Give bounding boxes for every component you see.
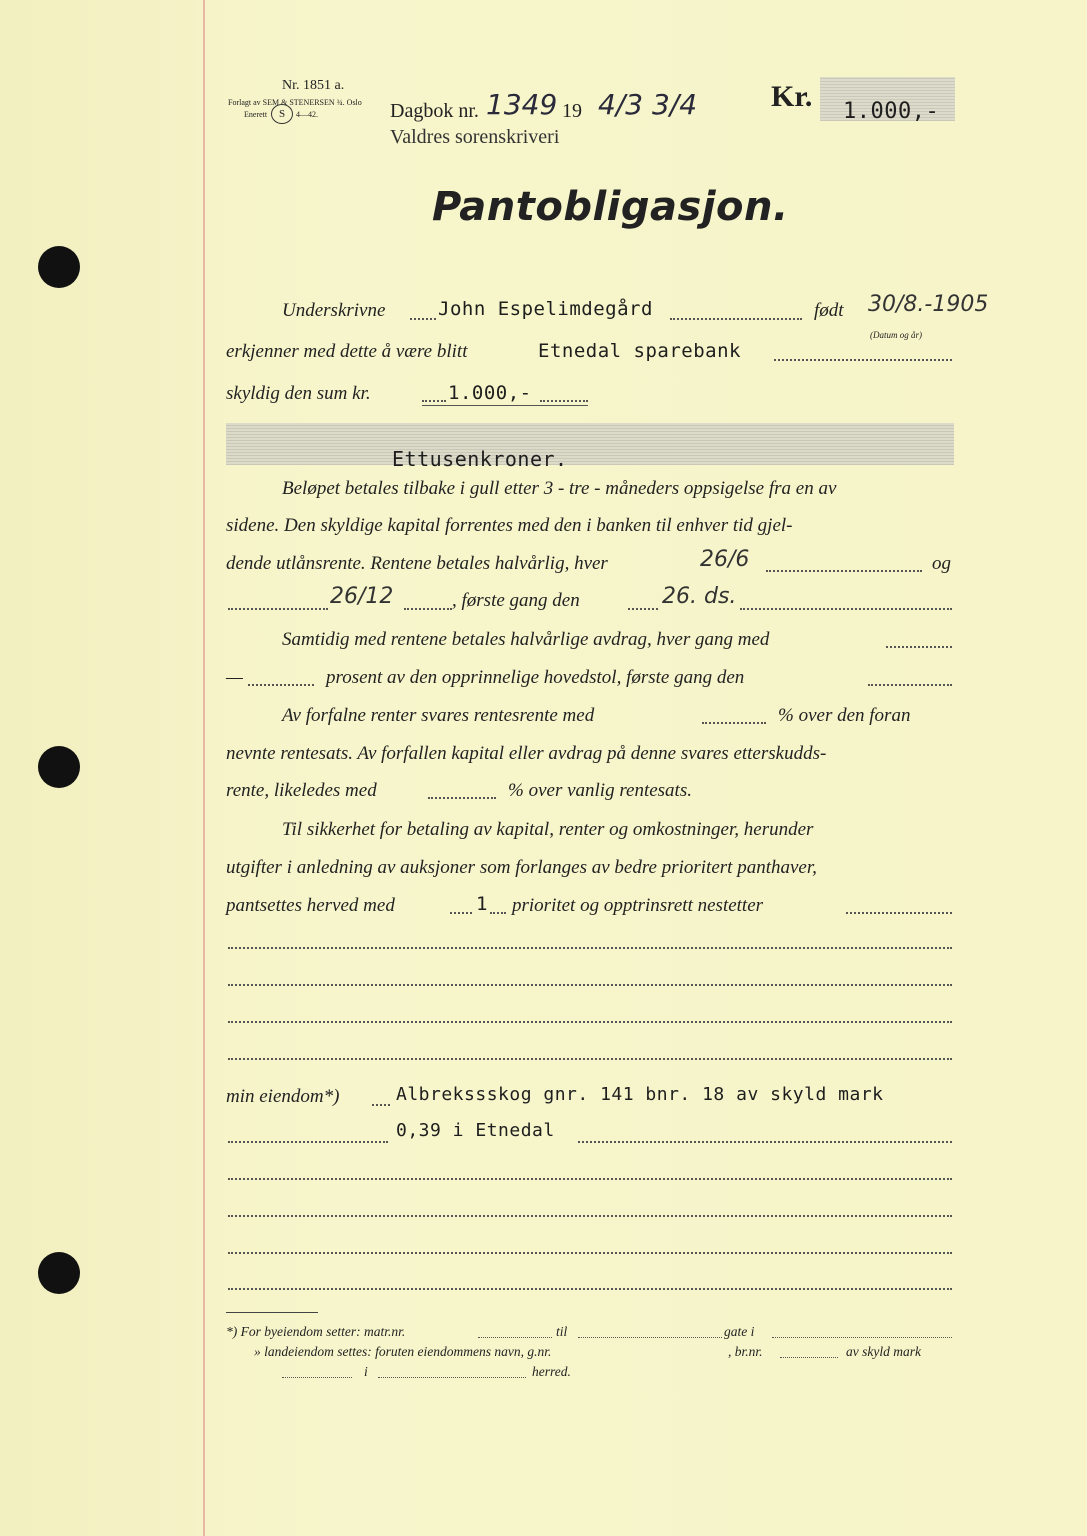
p2-line1: Samtidig med rentene betales halvårlige avdrag, hver gang med bbox=[282, 629, 770, 650]
punch-hole bbox=[38, 1252, 80, 1294]
underskrivne-value: John Espelimdegård bbox=[438, 298, 653, 320]
p3-line3a: rente, likeledes med bbox=[226, 780, 377, 801]
blank-line bbox=[228, 984, 952, 986]
skyldig-value: 1.000,- bbox=[448, 382, 532, 404]
kr-label: Kr. bbox=[771, 80, 813, 113]
fill-dots bbox=[670, 318, 802, 320]
priority-value: 1 bbox=[476, 893, 488, 915]
skyldig-label: skyldig den sum kr. bbox=[226, 383, 371, 404]
fill-dots bbox=[450, 912, 472, 914]
date-2: 26/12 bbox=[330, 584, 394, 609]
blank-line bbox=[228, 947, 952, 949]
kr-amount: 1.000,- bbox=[843, 99, 940, 124]
publisher-code: 4—42. bbox=[296, 110, 318, 119]
fill-dots bbox=[404, 608, 452, 610]
date-1: 26/6 bbox=[700, 547, 750, 572]
footnote-line3a: i bbox=[364, 1364, 368, 1379]
fill-dots bbox=[428, 797, 496, 799]
p3-line1a: Av forfalne renter svares rentesrente med bbox=[282, 705, 595, 726]
fill-dots bbox=[886, 646, 952, 648]
fill-dots bbox=[774, 359, 952, 361]
fill-dots bbox=[410, 318, 436, 320]
fill-dots bbox=[578, 1141, 952, 1143]
publisher-stamp-icon: S bbox=[271, 104, 293, 124]
p1-line4a: , første gang den bbox=[452, 590, 580, 611]
fill-dots bbox=[766, 570, 922, 572]
p4-line1: Til sikkerhet for betaling av kapital, renter og omkostninger, herunder bbox=[282, 819, 814, 840]
footnote-line2c: av skyld mark bbox=[846, 1344, 921, 1359]
fill-dots bbox=[702, 722, 766, 724]
document-title: Pantobligasjon. bbox=[432, 184, 789, 230]
fill-dots bbox=[846, 912, 952, 914]
publisher-enerett: Enerett bbox=[244, 110, 268, 119]
fill-dots bbox=[248, 684, 314, 686]
fill-dots bbox=[490, 912, 506, 914]
p2-line2: prosent av den opprinnelige hovedstol, første gang den bbox=[326, 667, 745, 688]
blank-line bbox=[228, 1288, 952, 1290]
footnote-line2b: , br.nr. bbox=[728, 1344, 763, 1359]
date-3: 26. ds. bbox=[662, 584, 737, 609]
p1-line3b: og bbox=[932, 553, 951, 574]
dagbok-label: Dagbok nr. bbox=[390, 100, 479, 122]
fill-dots bbox=[228, 1141, 388, 1143]
margin-line bbox=[203, 0, 205, 1536]
blank-line bbox=[228, 1021, 952, 1023]
fill-dots bbox=[228, 608, 328, 610]
footnote-line3b: herred. bbox=[532, 1364, 571, 1379]
p1-line3a: dende utlånsrente. Rentene betales halvårlig, hver bbox=[226, 553, 608, 574]
p1-line1: Beløpet betales tilbake i gull etter 3 - tre - måneders oppsigelse fra en av bbox=[282, 478, 837, 499]
p3-line3b: % over vanlig rentesats. bbox=[508, 780, 692, 801]
p3-line2: nevnte rentesats. Av forfallen kapital eller avdrag på denne svares etterskudds- bbox=[226, 743, 827, 764]
p4-line3a: pantsettes herved med bbox=[226, 895, 395, 916]
fill-dots bbox=[578, 1337, 722, 1338]
blank-line bbox=[228, 1252, 952, 1254]
punch-hole bbox=[38, 246, 80, 288]
p2-dash: — bbox=[226, 667, 243, 688]
footnote-line1c: gate i bbox=[724, 1324, 755, 1339]
fodt-value: 30/8.-1905 bbox=[868, 292, 989, 317]
fill-dots bbox=[378, 1377, 526, 1378]
publisher-line: Forlagt av SEM & STENERSEN ¾. Oslo bbox=[228, 98, 362, 107]
erkjenner-label: erkjenner med dette å være blitt bbox=[226, 341, 468, 362]
footnote-line2a: » landeiendom settes: foruten eiendommens navn, g.nr. bbox=[254, 1344, 552, 1359]
year-date: 4/3 3/4 bbox=[598, 88, 698, 121]
form-number: Nr. 1851 a. bbox=[282, 78, 345, 93]
eiendom-line2: 0,39 i Etnedal bbox=[396, 1120, 555, 1141]
underskrivne-label: Underskrivne bbox=[282, 300, 386, 321]
fill-dots bbox=[422, 400, 446, 402]
fill-dots bbox=[780, 1357, 838, 1358]
blank-line bbox=[228, 1215, 952, 1217]
office-name: Valdres sorenskriveri bbox=[390, 126, 560, 148]
fodt-label: født bbox=[814, 300, 844, 321]
fill-dots bbox=[772, 1337, 952, 1338]
eiendom-line1: Albrekssskog gnr. 141 bnr. 18 av skyld mark bbox=[396, 1084, 884, 1105]
blank-line bbox=[228, 1178, 952, 1180]
dagbok-number: 1349 bbox=[486, 88, 558, 121]
fill-dots bbox=[740, 608, 952, 610]
footnote-rule bbox=[226, 1312, 318, 1313]
footnote-line1b: til bbox=[556, 1324, 568, 1339]
punch-hole bbox=[38, 746, 80, 788]
amount-words-band bbox=[226, 423, 954, 465]
datum-hint: (Datum og år) bbox=[870, 330, 922, 340]
fill-dots bbox=[540, 400, 588, 402]
fill-dots bbox=[372, 1104, 390, 1106]
p4-line2: utgifter i anledning av auksjoner som forlanges av bedre prioritert panthaver, bbox=[226, 857, 817, 878]
blank-line bbox=[228, 1058, 952, 1060]
year-prefix: 19 bbox=[562, 100, 582, 122]
eiendom-label: min eiendom*) bbox=[226, 1086, 340, 1107]
underline bbox=[422, 405, 588, 406]
amount-words: Ettusenkroner. bbox=[392, 447, 568, 471]
fill-dots bbox=[868, 684, 952, 686]
p1-line2: sidene. Den skyldige kapital forrentes med den i banken til enhver tid gjel- bbox=[226, 515, 793, 536]
fill-dots bbox=[628, 608, 658, 610]
p4-line3b: prioritet og opptrinsrett nestetter bbox=[512, 895, 764, 916]
fill-dots bbox=[478, 1337, 552, 1338]
fill-dots bbox=[282, 1377, 352, 1378]
p3-line1b: % over den foran bbox=[778, 705, 911, 726]
footnote-line1a: *) For byeiendom setter: matr.nr. bbox=[226, 1324, 406, 1339]
erkjenner-value: Etnedal sparebank bbox=[538, 340, 741, 362]
